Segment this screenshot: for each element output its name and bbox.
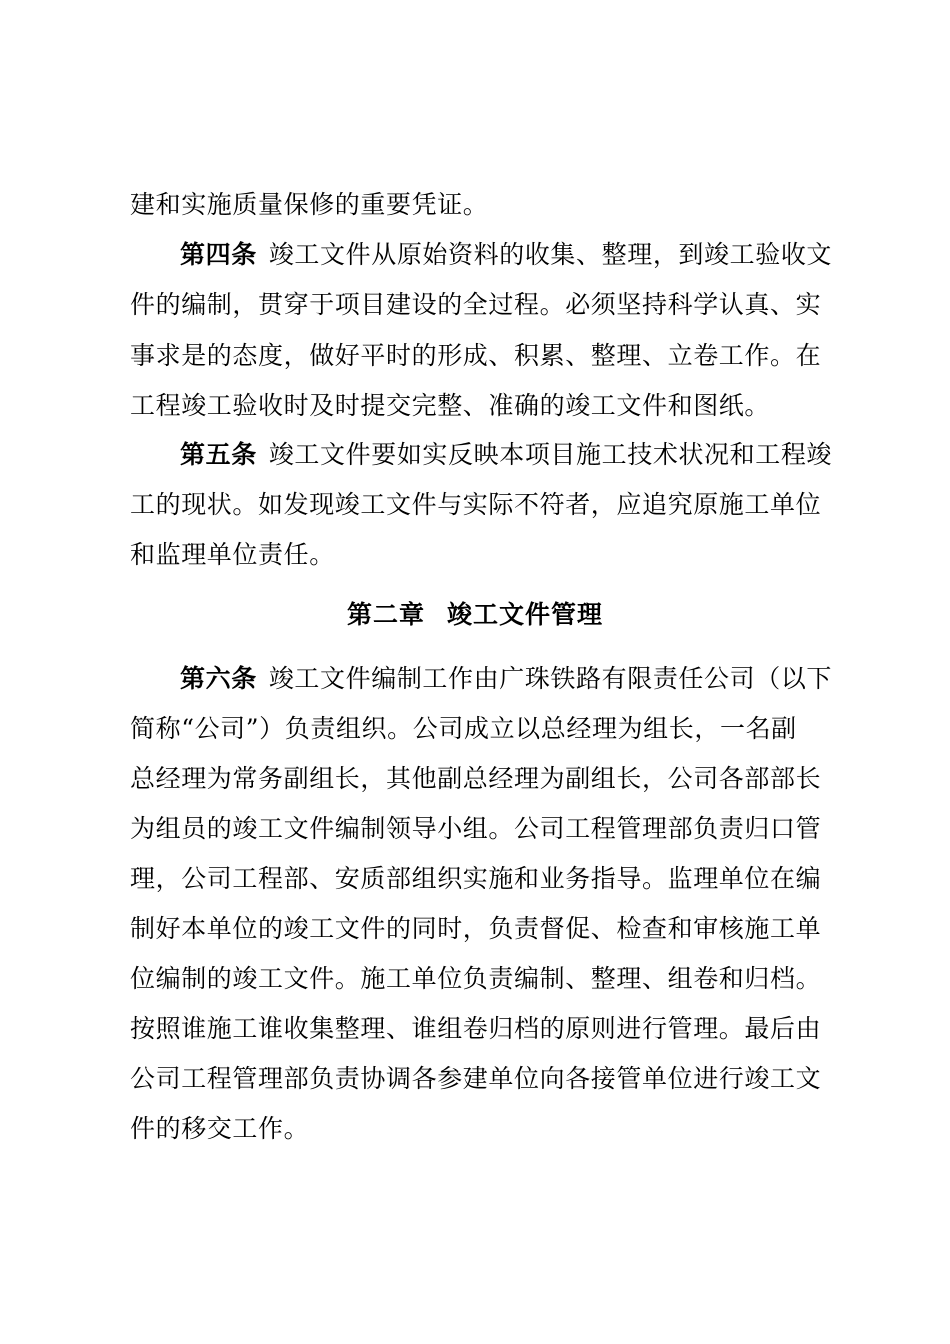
article-4-text: 竣工文件从原始资料的收集、整理，到竣工验收文 [268, 240, 833, 269]
article-5-heading: 第五条 [180, 440, 257, 469]
article-6-line: 位编制的竣工文件。施工单位负责编制、整理、组卷和归档。 [130, 964, 822, 993]
chapter-title: 竣工文件管理 [447, 600, 604, 629]
article-6-text: 竣工文件编制工作由广珠铁路有限责任公司（以下 [268, 664, 833, 693]
article-6-line: 按照谁施工谁收集整理、谁组卷归档的原则进行管理。最后由 [130, 1014, 822, 1043]
article-4-line: 工程竣工验收时及时提交完整、准确的竣工文件和图纸。 [130, 391, 771, 420]
article-6-line: 为组员的竣工文件编制领导小组。公司工程管理部负责归口管 [130, 814, 822, 843]
paragraph-line: 建和实施质量保修的重要凭证。 [130, 190, 489, 219]
chapter-number: 第二章 [346, 600, 425, 629]
article-5-line: 和监理单位责任。 [130, 540, 335, 569]
article-6-line: 件的移交工作。 [130, 1114, 310, 1143]
article-5-line: 工的现状。如发现竣工文件与实际不符者，应追究原施工单位 [130, 490, 822, 519]
article-4-line: 事求是的态度，做好平时的形成、积累、整理、立卷工作。在 [130, 341, 822, 370]
article-6-line: 公司工程管理部负责协调各参建单位向各接管单位进行竣工文 [130, 1064, 822, 1093]
article-6-heading: 第六条 [180, 664, 257, 693]
article-6-line: 理，公司工程部、安质部组织实施和业务指导。监理单位在编 [130, 864, 822, 893]
article-6-line: 总经理为常务副组长，其他副总经理为副组长，公司各部部长 [130, 764, 822, 793]
article-6-line: 制好本单位的竣工文件的同时，负责督促、检查和审核施工单 [130, 914, 822, 943]
article-5-first-line [180, 440, 880, 470]
article-4-line: 件的编制，贯穿于项目建设的全过程。必须坚持科学认真、实 [130, 290, 822, 319]
article-6-line: 简称“公司”）负责组织。公司成立以总经理为组长，一名副 [130, 714, 797, 743]
article-6-first-line [180, 664, 880, 694]
article-4-first-line [180, 240, 880, 270]
chapter-heading [0, 600, 950, 630]
article-4-heading: 第四条 [180, 240, 257, 269]
article-5-text: 竣工文件要如实反映本项目施工技术状况和工程竣 [268, 440, 833, 469]
